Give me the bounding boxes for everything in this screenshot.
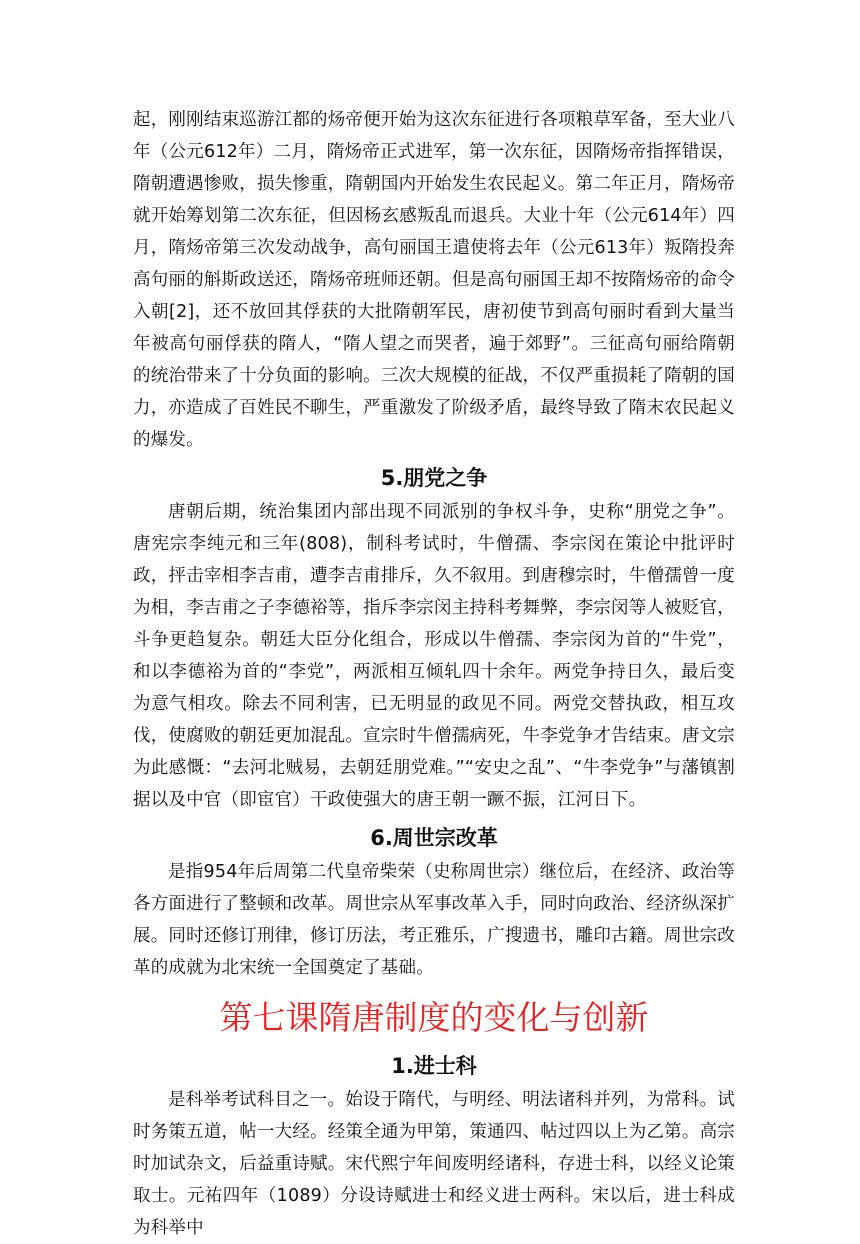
section-heading-jinshi-exam: 1.进士科 bbox=[391, 1054, 477, 1078]
section-heading-factional-strife: 5.朋党之争 bbox=[380, 466, 488, 490]
paragraph-jinshi-exam: 是科举考试科目之一。始设于隋代，与明经、明法诸科并列，为常科。试时务策五道，帖一大经。经策全通为甲第，策通四、帖过四以上为乙第。高宗时加试杂文，后益重诗赋。宋代熙宁年间废明经诸科，存进士科，以经义论策取士。元祐四年（1089）分设诗赋进士和经义进士两科。宋以后，进士科成为科举中 bbox=[133, 1090, 735, 1238]
section-heading-zhou-shizong-reform: 6.周世宗改革 bbox=[370, 826, 498, 850]
paragraph-goguryeo-campaigns: 起，刚刚结束巡游江都的炀帝便开始为这次东征进行各项粮草军备，至大业八年（公元612年）二月，隋炀帝正式进军，第一次东征，因隋炀帝指挥错误，隋朝遭遇惨败，损失惨重，隋朝国内开始发生农民起义。第二年正月，隋炀帝就开始筹划第二次东征，但因杨玄感叛乱而退兵。大业十年（公元614年）四月，隋炀帝第三次发动战争，高句丽国王遣使将去年（公元613年）叛隋投奔高句丽的斛斯政送还，隋炀帝班师还朝。但是高句丽国王却不按隋炀帝的命令入朝[2]，还不放回其俘获的大批隋朝军民，唐初使节到高句丽时看到大量当年被高句丽俘获的隋人，“隋人望之而哭者，遍于郊野”。三征高句丽给隋朝的统治带来了十分负面的影响。三次大规模的征战，不仅严重损耗了隋朝的国力，亦造成了百姓民不聊生，严重激发了阶级矛盾，最终导致了隋末农民起义的爆发。 bbox=[133, 110, 735, 450]
paragraph-factional-strife: 唐朝后期，统治集团内部出现不同派别的争权斗争，史称“朋党之争”。唐宪宗李纯元和三年(808)，制科考试时，牛僧孺、李宗闵在策论中批评时政，抨击宰相李吉甫，遭李吉甫排斥，久不叙用。到唐穆宗时，牛僧孺曾一度为相，李吉甫之子李德裕等，指斥李宗闵主持科考舞弊，李宗闵等人被贬官，斗争更趋复杂。朝廷大臣分化组合，形成以牛僧孺、李宗闵为首的“牛党”，和以李德裕为首的“李党”，两派相互倾轧四十余年。两党争持日久，最后变为意气相攻。除去不同利害，已无明显的政见不同。两党交替执政，相互攻伐，使腐败的朝廷更加混乱。宣宗时牛僧孺病死，牛李党争才告结束。唐文宗为此感慨：“去河北贼易，去朝廷朋党难。”“安史之乱”、“牛李党争”与藩镇割据以及中官（即宦官）干政使强大的唐王朝一蹶不振，江河日下。 bbox=[133, 502, 735, 810]
paragraph-zhou-shizong-reform: 是指954年后周第二代皇帝柴荣（史称周世宗）继位后，在经济、政治等各方面进行了整顿和改革。周世宗从军事改革入手，同时向政治、经济纵深扩展。同时还修订刑律，修订历法，考正雅乐，广搜遗书，雕印古籍。周世宗改革的成就为北宋统一全国奠定了基础。 bbox=[133, 862, 735, 978]
document-page bbox=[133, 104, 735, 1244]
lesson-title: 第七课隋唐制度的变化与创新 bbox=[219, 998, 649, 1037]
